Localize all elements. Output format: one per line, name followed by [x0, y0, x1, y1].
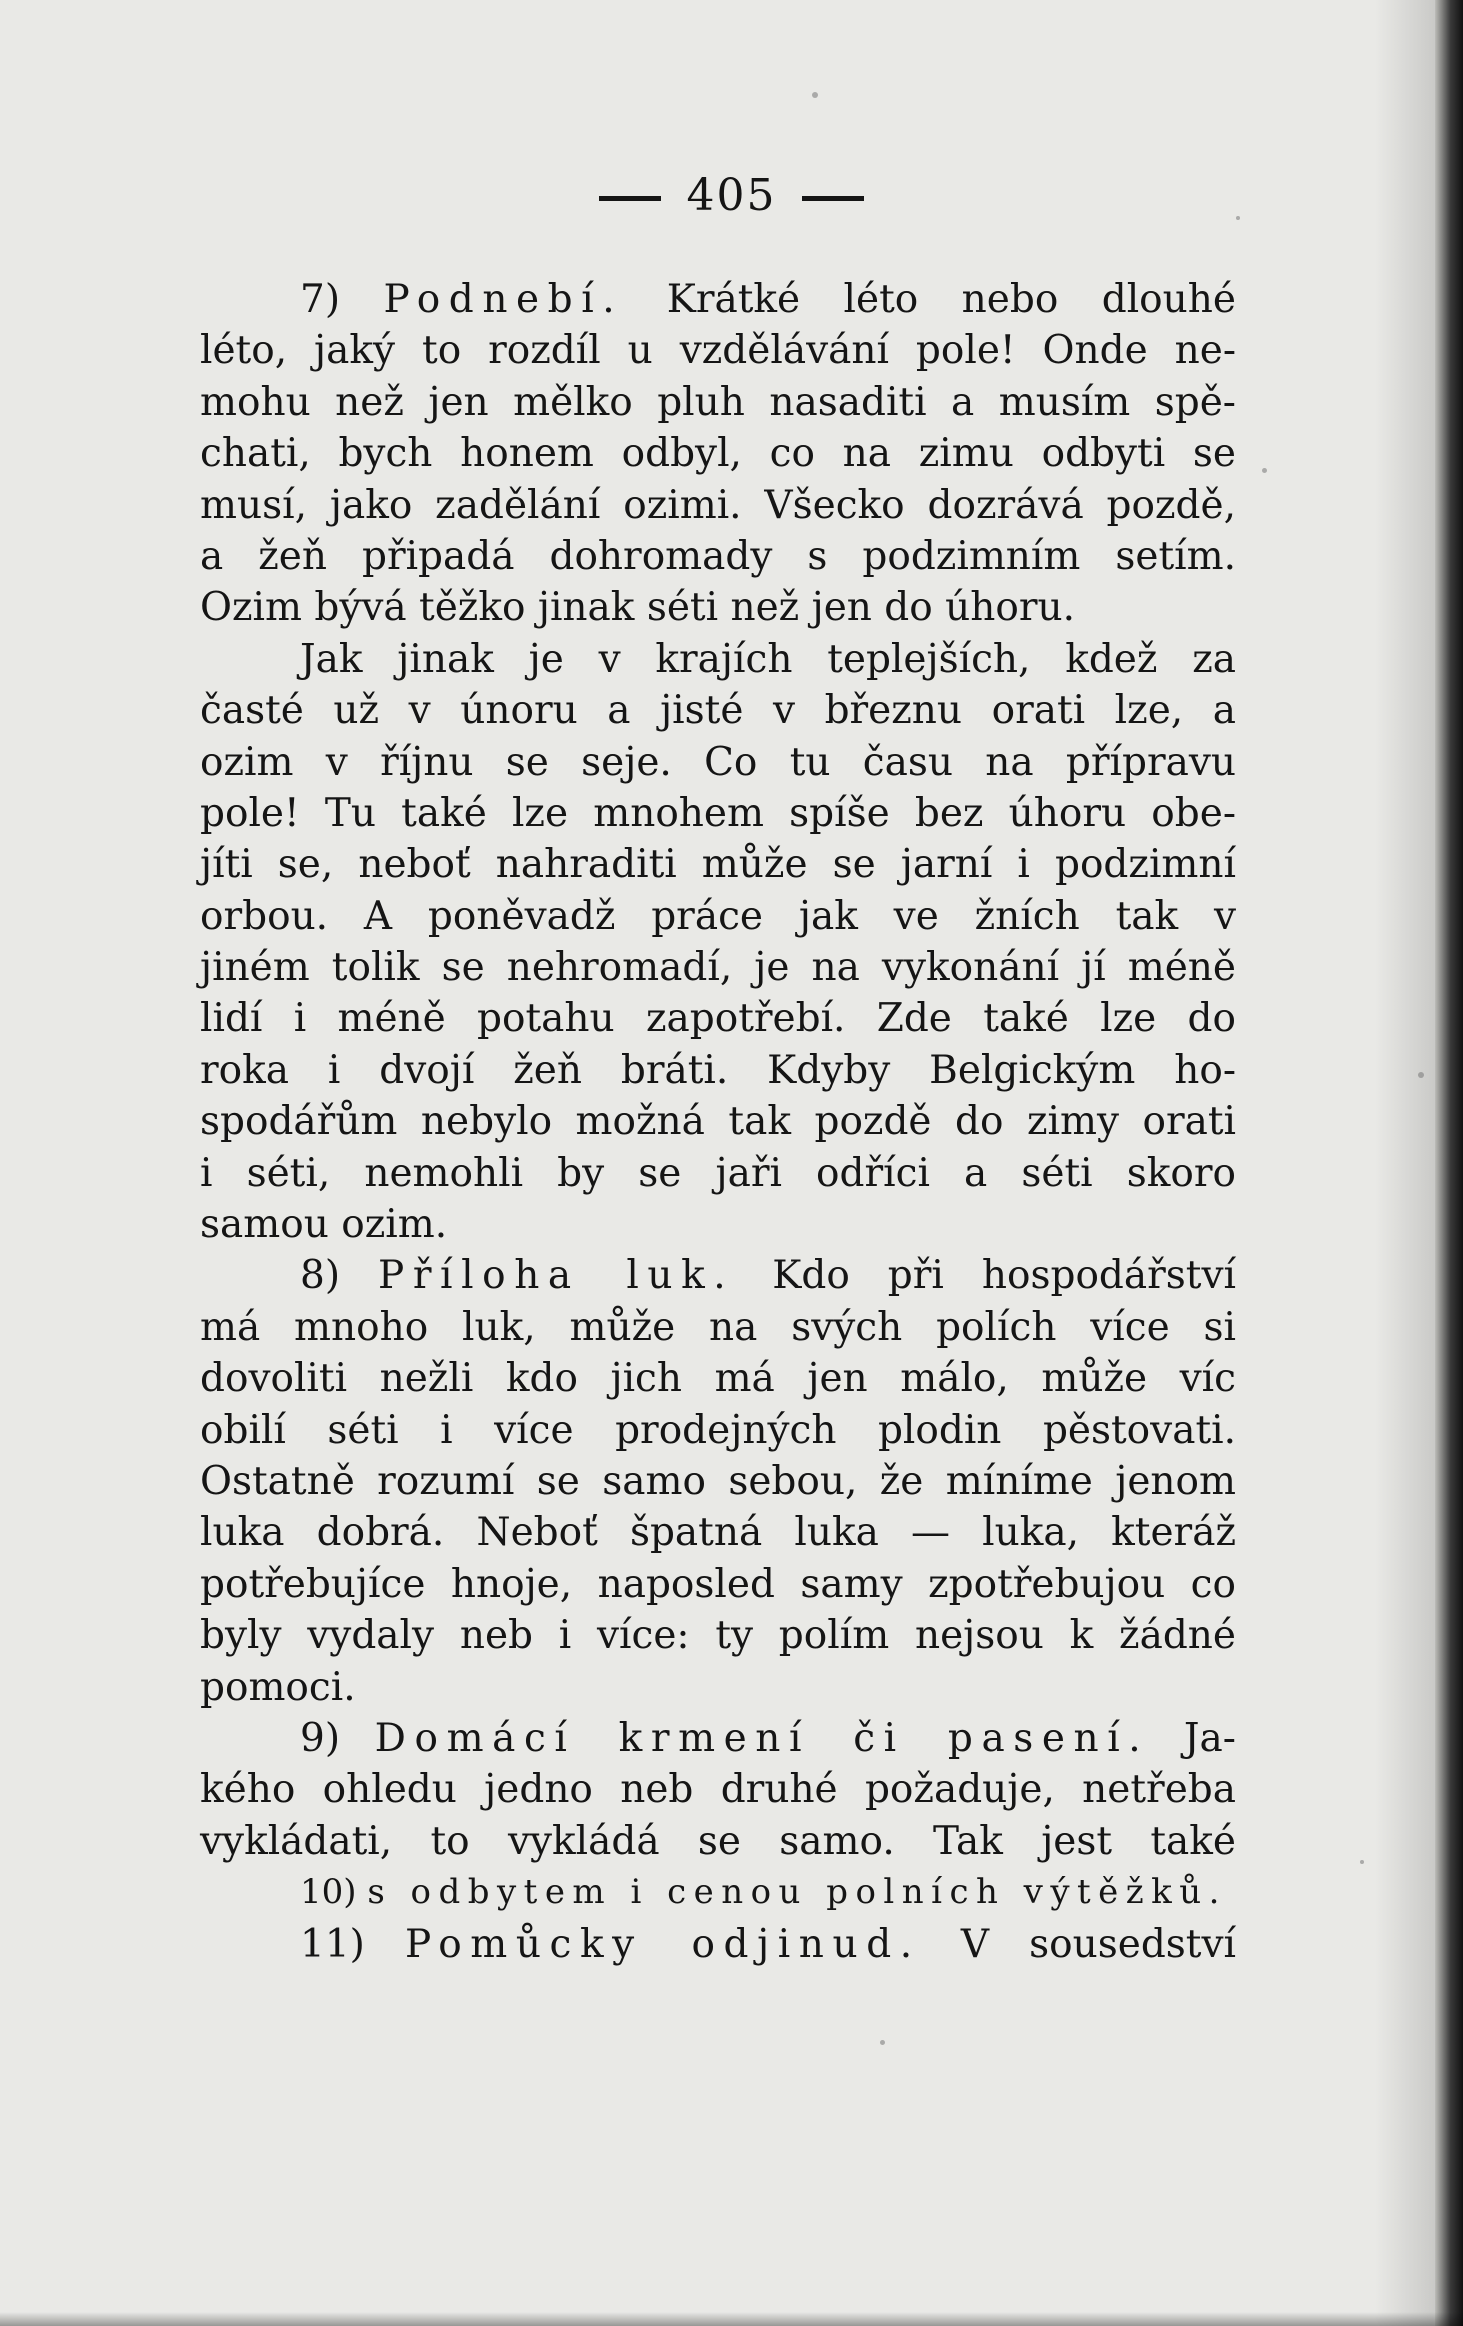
- text-line: i séti, nemohli by se jaři odříci a séti skoro: [200, 1150, 1236, 1196]
- text-line: kého ohledu jedno neb druhé požaduje, netřeba: [200, 1767, 1236, 1813]
- line-text: Kdo při hospodářství: [772, 1253, 1236, 1299]
- paper-speck: [812, 92, 818, 98]
- paragraph-number: 9): [300, 1715, 341, 1761]
- text-line: potřebujíce hnoje, naposled samy zpotřebujou co: [200, 1561, 1236, 1607]
- text-line: mohu než jen mělko pluh nasaditi a musím spě-: [200, 379, 1236, 425]
- paragraph-number: 10): [300, 1872, 357, 1913]
- line-text: Krátké léto nebo dlouhé: [666, 277, 1236, 322]
- paper-speck: [1418, 1072, 1424, 1078]
- text-line: jiném tolik se nehromadí, je na vykonání jí méně: [200, 945, 1236, 991]
- text-line: obilí séti i více prodejných plodin pěstovati.: [200, 1407, 1236, 1453]
- paragraph-heading: s odbytem i cenou polních výtěžků.: [367, 1872, 1227, 1913]
- paragraph-heading: Podnebí.: [383, 277, 624, 322]
- text-line: spodářům nebylo možná tak pozdě do zimy orati: [200, 1099, 1236, 1145]
- text-line: časté už v únoru a jisté v březnu orati lze, a: [200, 688, 1236, 734]
- page-edge: [1435, 0, 1463, 2326]
- page-number: 405: [686, 170, 777, 221]
- paper-speck: [1262, 468, 1267, 473]
- line-text: Ja-: [1183, 1715, 1236, 1761]
- text-line: luka dobrá. Neboť špatná luka — luka, kteráž: [200, 1510, 1236, 1556]
- paper-speck: [880, 2040, 885, 2045]
- text-line: roka i dvojí žeň bráti. Kdyby Belgickým ho-: [200, 1047, 1236, 1093]
- page-edge-shadow: [1375, 0, 1435, 2326]
- text-line: Ozim bývá těžko jinak séti než jen do úhoru.: [200, 585, 1076, 631]
- paragraph-heading: Pomůcky odjinud.: [404, 1921, 921, 1967]
- text-line: musí, jako zadělání ozimi. Všecko dozrává pozdě,: [200, 482, 1236, 528]
- line-text: V sousedství: [960, 1921, 1236, 1967]
- text-line: dovoliti nežli kdo jich má jen málo, může víc: [200, 1356, 1236, 1402]
- paragraph-number: 11): [300, 1921, 365, 1967]
- text-line: orbou. A poněvadž práce jak ve žních tak v: [200, 893, 1236, 939]
- text-line: a žeň připadá dohromady s podzimním setím.: [200, 533, 1236, 579]
- text-line: [200, 274, 1236, 325]
- text-line: [200, 1919, 1236, 1970]
- text-line: [200, 1250, 1236, 1301]
- text-line: vykládati, to vykládá se samo. Tak jest také: [200, 1818, 1236, 1864]
- text-line: Jak jinak je v krajích teplejších, kdež za: [300, 636, 1236, 682]
- paragraph-number: 8): [300, 1253, 341, 1299]
- text-line: samou ozim.: [200, 1202, 448, 1248]
- body-text: [200, 274, 1236, 1970]
- text-line: jíti se, neboť nahraditi může se jarní i podzimní: [200, 842, 1236, 888]
- paragraph-heading: Domácí krmení či pasení.: [374, 1715, 1150, 1761]
- text-line: [200, 1867, 1236, 1918]
- header-dash-left: [599, 196, 661, 201]
- text-line: léto, jaký to rozdíl u vzdělávání pole! Onde ne-: [200, 328, 1236, 374]
- text-line: byly vydaly neb i více: ty polím nejsou k žádné: [200, 1613, 1236, 1659]
- page-bottom-shadow: [0, 2312, 1463, 2326]
- text-line: pole! Tu také lze mnohem spíše bez úhoru obe-: [200, 790, 1236, 836]
- text-line: má mnoho luk, může na svých polích více si: [200, 1304, 1236, 1350]
- text-line: pomoci.: [200, 1664, 356, 1710]
- paragraph-number: 7): [300, 277, 341, 322]
- header-dash-right: [802, 196, 864, 201]
- text-line: ozim v říjnu se seje. Co tu času na přípravu: [200, 739, 1236, 785]
- running-head: [0, 168, 1463, 224]
- text-line: lidí i méně potahu zapotřebí. Zde také lze do: [200, 996, 1236, 1042]
- paragraph-heading: Příloha luk.: [378, 1253, 735, 1299]
- paper-speck: [1360, 1860, 1364, 1864]
- text-line: Ostatně rozumí se samo sebou, že míníme jenom: [200, 1458, 1236, 1504]
- text-line: [200, 1713, 1236, 1764]
- text-line: chati, bych honem odbyl, co na zimu odbyti se: [200, 431, 1236, 477]
